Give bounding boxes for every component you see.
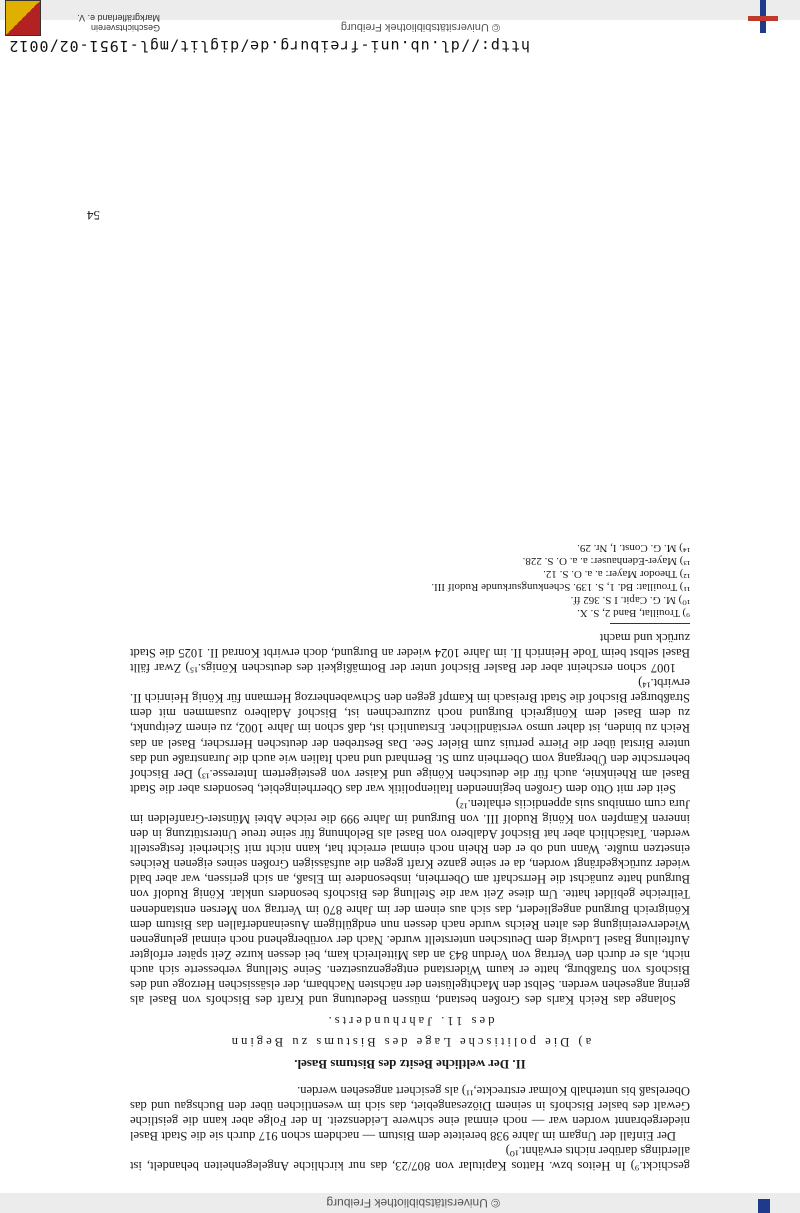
library-credit: © Universitätsbibliothek Freiburg [340, 21, 500, 33]
paragraph: geschickt.⁹) In Heitos bzw. Hattos Kapitular von 807/23, das nur kirchliche Angelegenheiten behandelt, ist allerdings darüber nichts erwähnt.¹⁰) [130, 1143, 690, 1173]
footnote-rule [610, 623, 690, 624]
footnotes [130, 541, 690, 619]
footnote: ¹¹) Trouillat: Bd. 1, S. 139. Schenkungsurkunde Rudolf III. [431, 580, 690, 593]
paragraph: Seit der mit Otto dem Großen beginnenden Italienpolitik war das Oberrheingebiet, besonders aber die Stadt Basel am Rheinknie, auch für die deutschen Könige und Kaiser von gesteigertem Interesse.¹³) Der Bischof beherrschte den Übergang vom Oberrhein zum St. Bernhard und nach Italien wie auch die Juranstraße und das untere Birstal über die Pierre pertuis zum Bieler See. Das Bestreben der deutschen Herrscher, Basel an das Reich zu binden, ist daher umso verständlicher. Erstaunlich ist, daß schon im Jahre 1002, zu einem Zeitpunkt, zu dem Basel dem Königreich Burgund noch zuzurechnen ist, Bischof Adalbero zusammen mit dem Straßburger Bischof die Stadt Breisach im Kampf gegen den Schwabenherzog Hermann für König Heinrich II. erwirbt.¹⁴) [130, 676, 690, 796]
paragraph: Der Einfall der Ungarn im Jahre 938 bereitete dem Bistum — nachdem schon 917 durch sie die Stadt Basel niedergebrannt worden war — noch einmal eine schwere Leidenszeit. In der Folge aber kann die geistliche Gewalt des basler Bischofs in seinem Diözesangebiet, das sich im wesentlichen über den Buchsgau und das Oberelsaß bis unterhalb Kolmar erstreckte,¹¹) als gesichert angesehen werden. [130, 1083, 690, 1143]
footnote: ¹²) Theodor Mayer: a. a. O. S. 12. [543, 567, 690, 580]
permalink-url[interactable]: http://dl.ub.uni-freiburg.de/diglit/mgl-1951-02/0012 [8, 37, 530, 55]
university-logo-icon [758, 1199, 770, 1213]
page-content [130, 541, 690, 1173]
footnote: ¹³) Mayer-Edenhauser: a. a. O. S. 228. [522, 554, 690, 567]
footer-library-credit: © Universitätsbibliothek Freiburg [326, 1196, 500, 1210]
paragraph: 1007 schon erscheint aber der Basler Bischof unter der Botmäßigkeit des deutschen Königs.¹⁵) Zwar fällt Basel selbst beim Tode Heinrich II. im Jahre 1024 wieder an Burgund, doch erwirbt Konrad II. 1025 die Stadt zurück und macht [130, 630, 690, 676]
society-crest-icon [5, 0, 41, 36]
footnote: ⁹) Trouillat, Band 2, S. X. [577, 606, 690, 619]
subheading: des 11. Jahrhunderts. [325, 1014, 495, 1029]
subheading: a) Die politische Lage des Bistums zu Beginn [228, 1035, 592, 1050]
page-number: 54 [87, 208, 100, 223]
footnote: ¹⁴) M. G. Const. I, Nr. 29. [577, 541, 690, 554]
section-heading: II. Der weltliche Besitz des Bistums Basel. [294, 1057, 526, 1073]
society-name: Geschichtsverein Markgräflerland e. V. [77, 13, 160, 33]
paragraph: Solange das Reich Karls des Großen bestand, müssen Bedeutung und Kraft des Bischofs von Basel als gering angesehen werden. Selbst den Machtgelüsten der nächsten Nachbarn, der elsässischen Herzoge und des Bischofs von Straßburg, hatte er kaum Widerstand entgegenzusetzen. Seine Stellung verbesserte sich auch nicht, als er durch den Vertrag von Verdun 843 an das Mittelreich kam, bei dessen kurze Zeit später erfolgter Aufteilung Basel Ludwig dem Deutschen unterstellt wurde. Nach der vorübergehend noch einmal gelungenen Wiedervereinigung des alten Reichs wurde nach dessen nun endgültigem Auseinanderfallen das Bistum dem Königreich Burgund angegliedert, das sich aus einem der im Jahre 870 im Vertrag von Mersen entstandenen Teilreiche gebildet hatte. Um diese Zeit war die Stellung des Bischofs besonders unklar. König Rudolf von Burgund hatte zunächst die Herrschaft am Oberrhein, insbesondere im Elsaß, an sich gerissen, war aber bald wieder zurückgedrängt worden, da er seine ganze Kraft gegen die aufsässigen Großen seines eigenen Reiches einsetzen mußte. Wann und ob er den Rhein noch einmal erreicht hat, kann nicht mit Sicherheit festgestellt werden. Tatsächlich aber hat Bischof Adalbero von Basel als Belohnung für seine treue Unterstützung in den inneren Kämpfen von König Rudolf III. von Burgund im Jahre 999 die reiche Abtei Münster-Granfelden im Jura cum omnibus suis appendiciis erhalten.¹²) [130, 796, 690, 1008]
university-logo-icon [748, 0, 778, 33]
footnote: ¹⁰) M. G. Capit. I S. 362 ff. [570, 593, 690, 606]
